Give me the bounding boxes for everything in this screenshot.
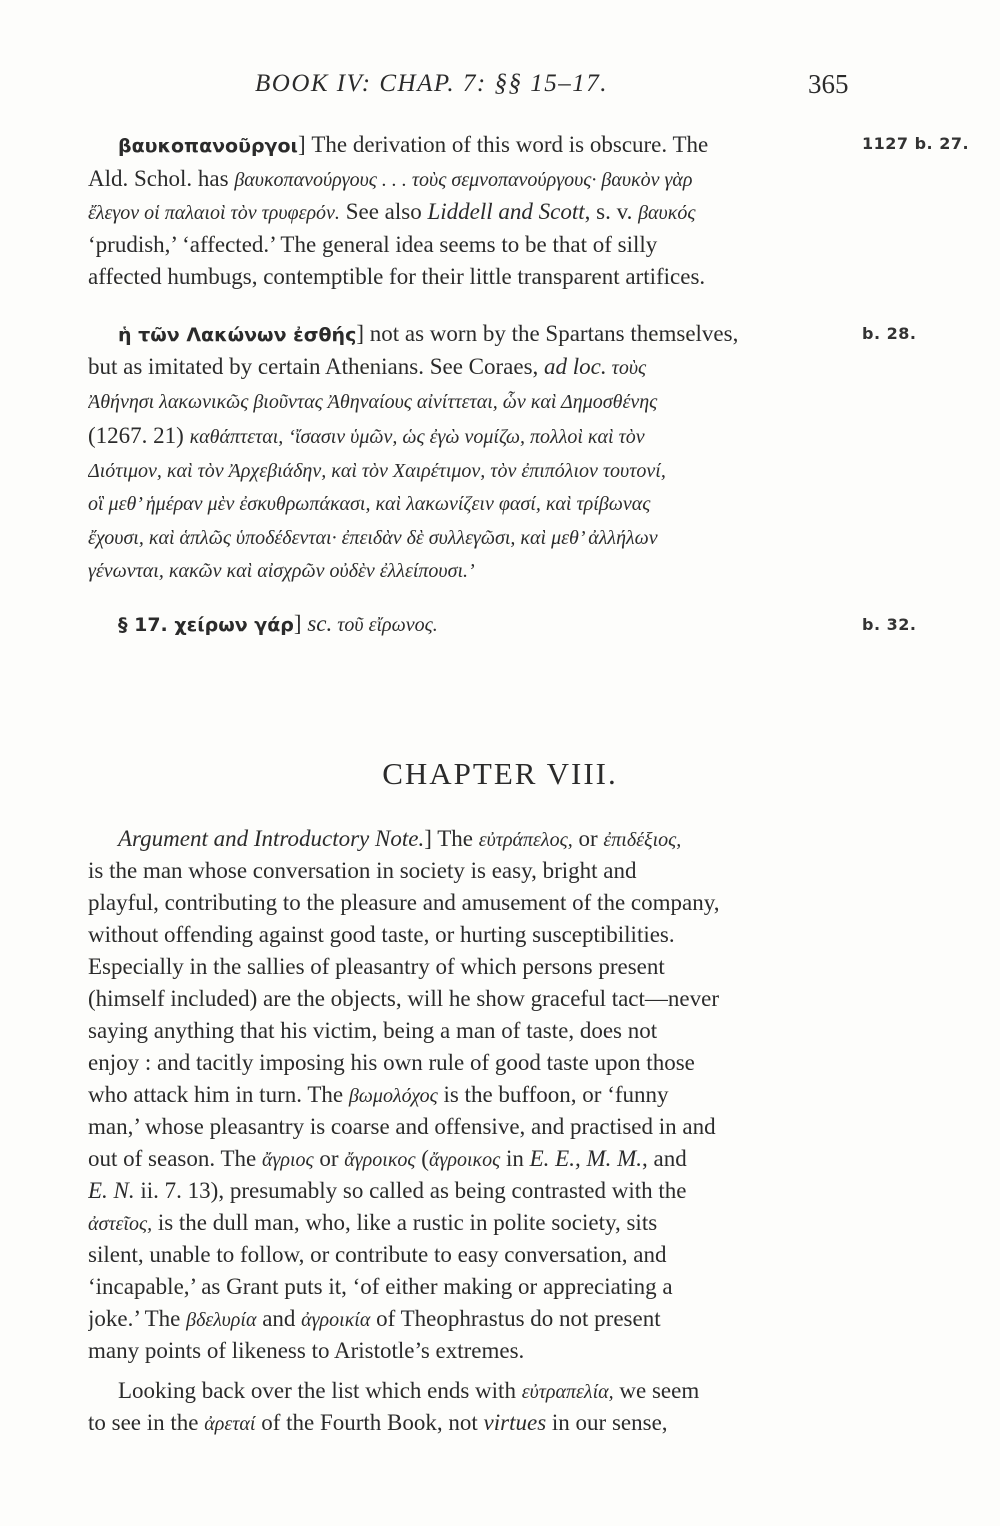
text-run: ] not as worn by the Spartans themselves, xyxy=(356,321,739,346)
text-line xyxy=(88,1336,858,1368)
italic-text: ad loc. xyxy=(544,354,607,379)
text-run: of the Fourth Book, not xyxy=(255,1410,484,1435)
text-line xyxy=(88,920,858,952)
greek-text: Διότιμον, καὶ τὸν Ἀρχεβιάδην, καὶ τὸν Χαιρέτιμον, τὸν ἐπιπόλιον τουτονί, xyxy=(88,460,666,482)
greek-text: καθάπτεται, ‘ἴσασιν ὑμῶν, ὡς ἐγὼ νομίζω, πολλοὶ καὶ τὸν xyxy=(189,426,645,448)
text-run: Ald. Schol. has xyxy=(88,166,235,191)
text-run: , s. v. xyxy=(584,199,639,224)
text-line xyxy=(88,1240,858,1272)
text-run: ii. 7. 13), presumably so called as being contrasted with the xyxy=(134,1178,687,1203)
text-line xyxy=(88,130,888,162)
greek-text: εὐτράπελος, xyxy=(478,829,573,851)
greek-text: βωμολόχος xyxy=(348,1085,438,1107)
text-run: who attack him in turn. The xyxy=(88,1082,349,1107)
text-run: or xyxy=(313,1146,345,1171)
greek-text: τοῦ εἴρωνος. xyxy=(332,614,438,636)
text-run: See also xyxy=(339,199,428,224)
text-run: to see in the xyxy=(88,1410,205,1435)
lemma-text: βαυκοπανοῦργοι xyxy=(118,135,298,157)
greek-text: ἀγροικία xyxy=(301,1309,371,1331)
text-line xyxy=(88,984,858,1016)
greek-text: γένωνται, κακῶν καὶ αἰσχρῶν οὐδὲν ἐλλείπουσι.’ xyxy=(88,560,475,582)
greek-text: ἀρεταί xyxy=(204,1413,256,1435)
text-line xyxy=(88,1048,858,1080)
text-line xyxy=(88,1272,858,1304)
text-run: ‘prudish,’ ‘affected.’ The general idea seems to be that of silly xyxy=(88,232,658,257)
text-run: and xyxy=(256,1306,302,1331)
text-run: ( xyxy=(415,1146,429,1171)
text-line xyxy=(88,164,858,196)
margin-reference: 1127 b. 27. xyxy=(862,134,970,153)
chapter-heading: CHAPTER VIII. xyxy=(382,756,618,791)
greek-text: ἔλεγον οἱ παλαιοὶ τὸν τρυφερόν. xyxy=(88,202,340,224)
text-line xyxy=(88,952,858,984)
greek-text: εὐτραπελία, xyxy=(521,1381,614,1403)
text-line xyxy=(88,824,888,856)
text-run: ] The derivation of this word is obscure. The xyxy=(297,132,709,157)
text-line xyxy=(88,888,858,920)
text-line xyxy=(88,1080,858,1112)
text-run: , and xyxy=(642,1146,687,1171)
text-run: in xyxy=(500,1146,530,1171)
text-line xyxy=(88,488,858,520)
text-run: we seem xyxy=(613,1378,700,1403)
text-run: is the dull man, who, like a rustic in polite society, sits xyxy=(152,1210,658,1235)
greek-text: ἀστεῖος, xyxy=(88,1213,153,1235)
running-title: BOOK IV: CHAP. 7: §§ 15–17. xyxy=(255,70,608,97)
text-run: playful, contributing to the pleasure and amusement of the company, xyxy=(88,890,720,915)
text-run: of Theophrastus do not present xyxy=(370,1306,661,1331)
text-run: ] The xyxy=(424,826,479,851)
text-line xyxy=(88,1176,858,1208)
lemma-text: ἡ τῶν Λακώνων ἐσθής xyxy=(118,324,357,346)
text-line xyxy=(88,609,888,641)
text-line xyxy=(88,1408,858,1440)
text-run: is the buffoon, or ‘funny xyxy=(437,1082,669,1107)
greek-text: ἄγριος xyxy=(261,1149,314,1171)
text-run: affected humbugs, contemptible for their little transparent artifices. xyxy=(88,264,706,289)
text-run: silent, unable to follow, or contribute to easy conversation, and xyxy=(88,1242,667,1267)
italic-text: E. E., M. M. xyxy=(529,1146,643,1171)
text-line xyxy=(88,197,858,229)
text-run: but as imitated by certain Athenians. See Coraes, xyxy=(88,354,545,379)
greek-text: οἳ μεθ’ ἡμέραν μὲν ἐσκυθρωπάκασι, καὶ λακωνίζειν φασί, καὶ τρίβωνας xyxy=(88,493,651,515)
text-line xyxy=(88,522,858,554)
text-line xyxy=(88,1112,858,1144)
italic-text: Liddell and Scott xyxy=(427,199,585,224)
text-run: Especially in the sallies of pleasantry of which persons present xyxy=(88,954,665,979)
italic-text: Argument and Introductory Note. xyxy=(118,826,425,851)
text-line xyxy=(88,555,858,587)
greek-text: τοὺς xyxy=(606,357,647,379)
text-line xyxy=(88,1016,858,1048)
text-line xyxy=(88,352,858,384)
text-run: (1267. 21) xyxy=(88,423,190,448)
greek-text: βαυκός xyxy=(638,202,696,224)
text-line xyxy=(88,386,858,418)
text-run: saying anything that his victim, being a man of taste, does not xyxy=(88,1018,658,1043)
greek-text: βδελυρία xyxy=(186,1309,257,1331)
text-run: in our sense, xyxy=(546,1410,668,1435)
text-line xyxy=(88,1376,888,1408)
text-line xyxy=(88,856,858,888)
text-line xyxy=(88,1144,858,1176)
text-line xyxy=(88,421,858,453)
text-run: joke.’ The xyxy=(88,1306,187,1331)
text-run: man,’ whose pleasantry is coarse and offensive, and practised in and xyxy=(88,1114,716,1139)
greek-text: Ἀθήνησι λακωνικῶς βιοῦντας Ἀθηναίους αἰνίττεται, ὧν καὶ Δημοσθένης xyxy=(88,391,658,413)
greek-text: ἐπιδέξιος, xyxy=(603,829,682,851)
text-run: ] xyxy=(293,611,308,636)
page-number: 365 xyxy=(808,69,849,99)
text-line xyxy=(88,262,858,294)
margin-reference: b. 32. xyxy=(862,615,917,634)
greek-text: βαυκοπανούργους . . . τοὺς σεμνοπανούργους· βαυκὸν γὰρ xyxy=(234,169,693,191)
text-run: many points of likeness to Aristotle’s extremes. xyxy=(88,1338,525,1363)
text-run: enjoy : and tacitly imposing his own rule of good taste upon those xyxy=(88,1050,695,1075)
text-line xyxy=(88,1208,858,1240)
greek-text: ἔχουσι, καὶ ἁπλῶς ὑποδέδενται· ἐπειδὰν δὲ συλλεγῶσι, καὶ μεθ’ ἀλλήλων xyxy=(88,527,658,549)
text-line xyxy=(88,1304,858,1336)
text-line xyxy=(88,455,858,487)
text-run: out of season. The xyxy=(88,1146,262,1171)
greek-text: ἄγροικος xyxy=(344,1149,416,1171)
text-run: (himself included) are the objects, will he show graceful tact—never xyxy=(88,986,719,1011)
text-run: without offending against good taste, or hurting susceptibilities. xyxy=(88,922,675,947)
lemma-text: § 17. χείρων γάρ xyxy=(118,614,294,636)
italic-text: virtues xyxy=(483,1410,547,1435)
text-line xyxy=(88,230,858,262)
text-run: or xyxy=(572,826,604,851)
greek-text: ἄγροικος xyxy=(428,1149,501,1171)
margin-reference: b. 28. xyxy=(862,324,917,343)
text-run: is the man whose conversation in society is easy, bright and xyxy=(88,858,637,883)
text-run: ‘incapable,’ as Grant puts it, ‘of either making or appreciating a xyxy=(88,1274,673,1299)
text-run: Looking back over the list which ends with xyxy=(118,1378,522,1403)
italic-text: sc. xyxy=(307,611,333,636)
running-head xyxy=(0,70,1000,110)
text-line xyxy=(88,319,888,351)
italic-text: E. N. xyxy=(88,1178,135,1203)
